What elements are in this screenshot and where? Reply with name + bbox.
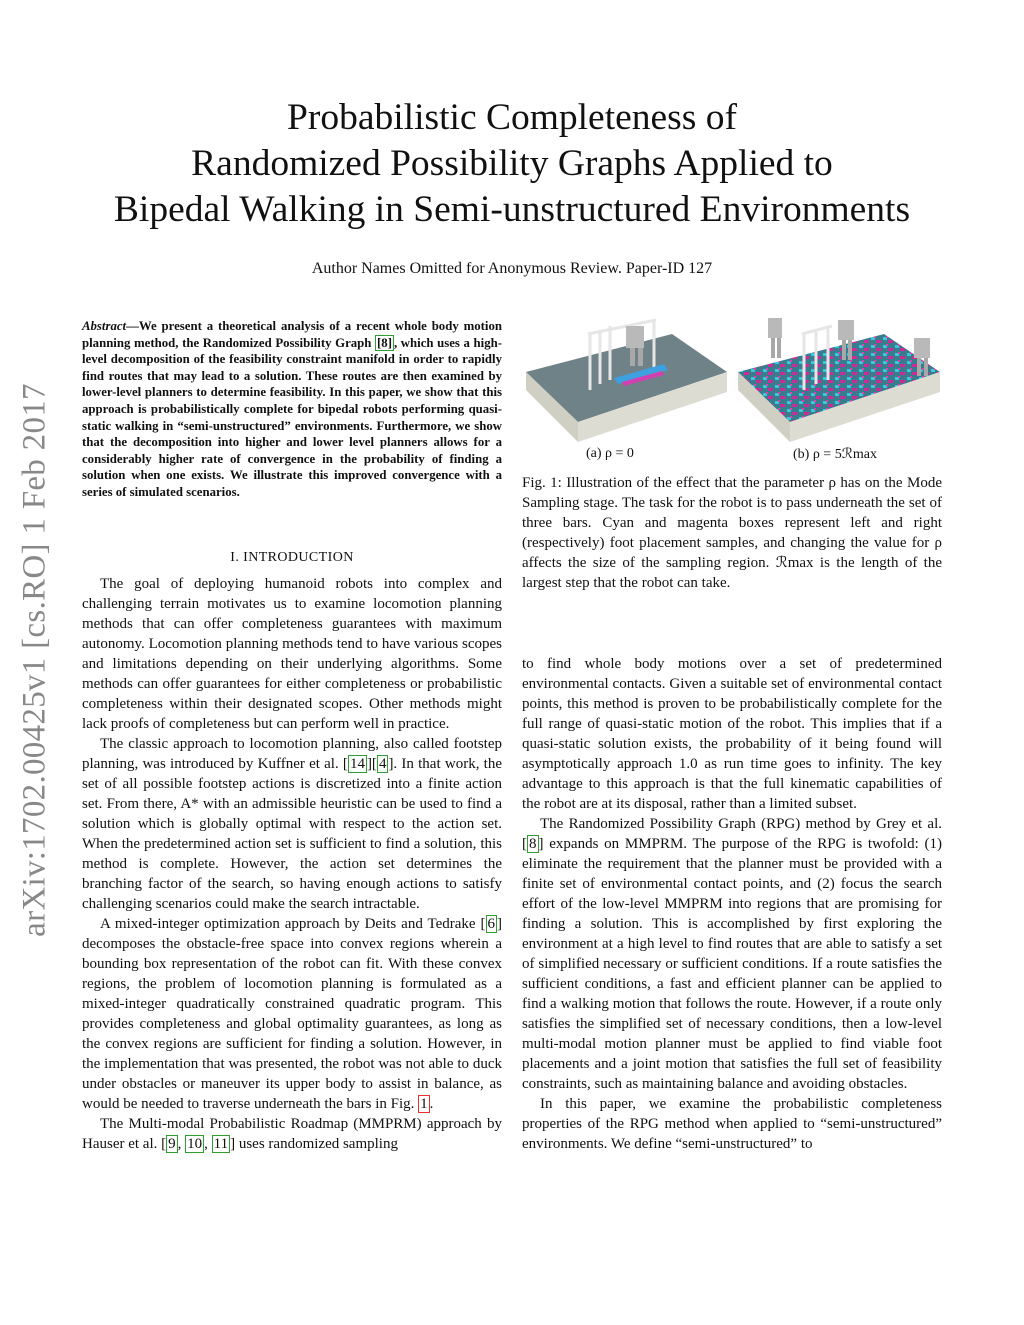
paragraph: The Multi-modal Probabilistic Roadmap (MMPRM) approach by Hauser et al. [ 9 , 10 , 11 ] uses randomized sampling	[82, 1116, 502, 1152]
citation-link[interactable]: 4	[378, 756, 387, 772]
paragraph: The Randomized Possibility Graph (RPG) method by Grey et al. [ 8 ] expands on MMPRM. The purpose of the RPG is twofold: (1) eliminate the requirement that the planner must be provided with a finite set of environmental contact points, and (2) focus the search effort of the low-level MMPRM into regions that are promising for finding a solution. This is accomplished by first exploring the environment at a high level to find routes that are able to satisfy a set of simplified necessary or sufficient conditions. If a route satisfies the sufficient conditions, a fast and efficient planner can be applied to find a walking motion that follows the route. However, if a route only satisfies the simplified set of necessary conditions, then a low-level multi-modal motion planner must be applied to find viable foot placements and a joint motion that satisfies the full set of feasibility constraints, such as maintaining balance and avoiding obstacles.	[522, 816, 942, 1092]
paper-title	[60, 95, 964, 233]
citation-link[interactable]: [8]	[377, 335, 392, 350]
figure-caption: Fig. 1: Illustration of the effect that the parameter ρ has on the Mode Sampling stage. The task for the robot is to pass underneath the set of three bars. Cyan and magenta boxes represent left and right (respectively) foot placement samples, and changing the value for ρ affects the size of the sampling region. ℛmax is the length of the largest step that the robot can take.	[522, 475, 942, 591]
citation-link[interactable]: 8	[529, 836, 537, 852]
arxiv-identifier: arXiv:1702.00425v1 [cs.RO] 1 Feb 2017	[16, 383, 53, 937]
paragraph: to find whole body motions over a set of predetermined environmental contacts. Given a suitable set of environmental contact points, this method is proven to be probabilistically complete for the full range of quasi-static motion of the robot. This implies that if a quasi-static solution exists, the probability of it being found will asymptotically approach 1.0 as run time goes to infinity. The key advantage to this approach is that the full kinematic capabilities of the robot are at its disposal, rather than a limited subset.	[522, 656, 942, 812]
subfigure-b-label: (b) ρ = 5ℛmax	[793, 447, 877, 462]
authors-line: Author Names Omitted for Anonymous Review. Paper-ID 127	[311, 260, 713, 277]
title-line: Probabilistic Completeness of	[287, 97, 737, 138]
introduction-body	[82, 574, 502, 1154]
panel-b-scene	[738, 318, 940, 442]
section-heading: I. INTRODUCTION	[230, 550, 354, 565]
paragraph: The goal of deploying humanoid robots into complex and challenging terrain motivates us to examine locomotion planning methods that can offer completeness guarantees with maximum autonomy. Locomotion planning methods tend to have various scopes and limitations depending on their underlying algorithms. Some methods can offer guarantees for either completeness or probabilistic completeness within their designated scopes. Other methods might lack proofs of completeness but can perform well in practice.	[82, 576, 502, 732]
paragraph: In this paper, we examine the probabilistic completeness properties of the RPG method when applied to “semi-unstructured” environments. We define “semi-unstructured” to	[522, 1096, 942, 1152]
paragraph: The classic approach to locomotion planning, also called footstep planning, was introduced by Kuffner et al. [ 14 ][ 4 ]. In that work, the set of all possible footstep actions is discretized into a finite action set. From there, A* with an admissible heuristic can be used to find a solution which is globally optimal with respect to the action set. When the predetermined action set is sufficient to find a solution, this method is complete. However, the action set determines the branching factor of the search, so having enough actions to satisfy challenging scenarios could make the search intractable.	[82, 736, 502, 912]
citation-link[interactable]: 9	[168, 1136, 176, 1152]
paragraph: A mixed-integer optimization approach by Deits and Tedrake [ 6 ] decomposes the obstacle-free space into convex regions wherein a bounding box representation of the robot can fit. With these convex regions, the problem of locomotion planning is formulated as a mixed-integer quadratically constrained quadratic program. This provides completeness and global optimality guarantees, as long as the convex regions are sufficient for finding a solution. However, in the implementation that was presented, the robot was not able to duck under obstacles or maneuver its upper body to assist in balance, as would be needed to traverse underneath the bars in Fig. 1 .	[82, 916, 502, 1112]
title-line: Randomized Possibility Graphs Applied to	[191, 143, 833, 184]
subfigure-a-label: (a) ρ = 0	[586, 446, 634, 461]
citation-link[interactable]: 14	[349, 756, 365, 772]
citation-link[interactable]: 11	[213, 1136, 229, 1152]
figure-1-images	[522, 312, 942, 472]
citation-link[interactable]: 6	[487, 916, 495, 932]
citation-link[interactable]: 10	[187, 1136, 203, 1152]
abstract-label: Abstract	[82, 319, 127, 333]
figure-link[interactable]: 1	[420, 1096, 428, 1112]
panel-a-scene	[526, 320, 727, 442]
abstract: Abstract—We present a theoretical analysis of a recent whole body motion planning method, the Randomized Possibility Graph [8] , which uses a high-level decomposition of the feasibility constraint manifold in order to rapidly find routes that may lead to a solution. These routes are then examined by lower-level planners to determine feasibility. In this paper, we show that this approach is probabilistically complete for bipedal robots performing quasi-static walking in “semi-unstructured” environments. Furthermore, we show that the decomposition into higher and lower level planners allows for a considerably higher rate of convergence in the probability of finding a solution when one exists. We illustrate this improved convergence with a series of simulated scenarios.	[82, 319, 502, 499]
title-line: Bipedal Walking in Semi-unstructured Environments	[113, 189, 911, 230]
right-column-body	[522, 654, 942, 1154]
